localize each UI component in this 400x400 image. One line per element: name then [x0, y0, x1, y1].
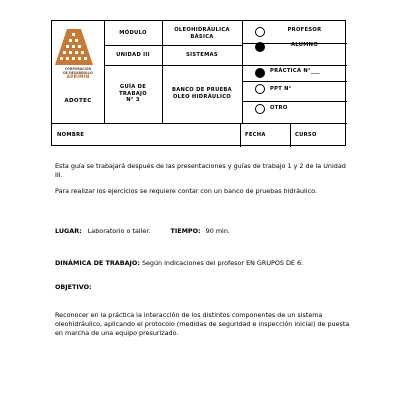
aprimin-logo: [55, 25, 101, 81]
intro-paragraph: Esta guía se trabajará después de las presentaciones y guías de trabajo 1 y 2 de la Unidad III.: [55, 162, 346, 179]
header-table: [51, 20, 346, 146]
profesor-radio[interactable]: [255, 27, 265, 37]
logo-name: APRIMIN: [66, 75, 90, 80]
curso-label: CURSO: [295, 132, 317, 138]
logo-line-1: CORPORACIÓN: [64, 67, 92, 71]
objetivo-paragraph: Reconocer en la práctica la interacción de los distintos componentes de un sistema oleohidráulico, aplicando el protocolo (medidas de seguridad e inspección inicial) de puesta en marcha de una equipo presurizado.: [55, 311, 350, 337]
dinamica-line: [55, 259, 355, 268]
nombre-label: NOMBRE: [57, 132, 85, 138]
modulo-label: MÓDULO: [119, 30, 147, 36]
profesor-label: PROFESOR: [287, 27, 322, 33]
logo-line-2: DE DESARROLLO: [63, 70, 93, 75]
practica-radio[interactable]: [255, 68, 265, 78]
ppt-radio[interactable]: [255, 84, 265, 94]
tiempo-value: 90 min.: [205, 227, 230, 235]
org-name: ADOTEC: [64, 98, 92, 104]
requirement-paragraph: Para realizar los ejercicios se requiere contar con un banco de pruebas hidráulico.: [55, 187, 317, 195]
alumno-label: ALUMNO: [290, 42, 319, 48]
objetivo-label: [55, 283, 355, 292]
tiempo-label: TIEMPO:: [170, 227, 201, 235]
lugar-tiempo-line: [55, 227, 355, 236]
dinamica-label: DINÁMICA DE TRABAJO:: [55, 259, 140, 267]
modulo-value: OLEOHIDRÁULICA BÁSICA: [174, 27, 230, 40]
otro-label: OTRO: [270, 105, 288, 111]
practica-label: PRÁCTICA N°___: [270, 68, 320, 74]
logo-graphic-icon: [55, 25, 101, 69]
fecha-label: FECHA: [245, 132, 266, 138]
ppt-label: PPT N°: [270, 86, 292, 92]
unidad-value: SISTEMAS: [186, 52, 218, 58]
lugar-value: Laboratorio o taller.: [87, 227, 151, 235]
otro-radio[interactable]: [255, 104, 265, 114]
alumno-radio[interactable]: [255, 42, 265, 52]
dinamica-value: Según indicaciones del profesor EN GRUPOS DE 6.: [141, 259, 304, 267]
guia-value: BANCO DE PRUEBA OLEO HIDRÁULICO: [171, 87, 232, 100]
objetivo-heading: OBJETIVO:: [55, 283, 92, 291]
unidad-label: UNIDAD III: [116, 52, 150, 58]
lugar-label: LUGAR:: [55, 227, 82, 235]
guia-label: GUÍA DE TRABAJO N° 3: [119, 84, 147, 103]
